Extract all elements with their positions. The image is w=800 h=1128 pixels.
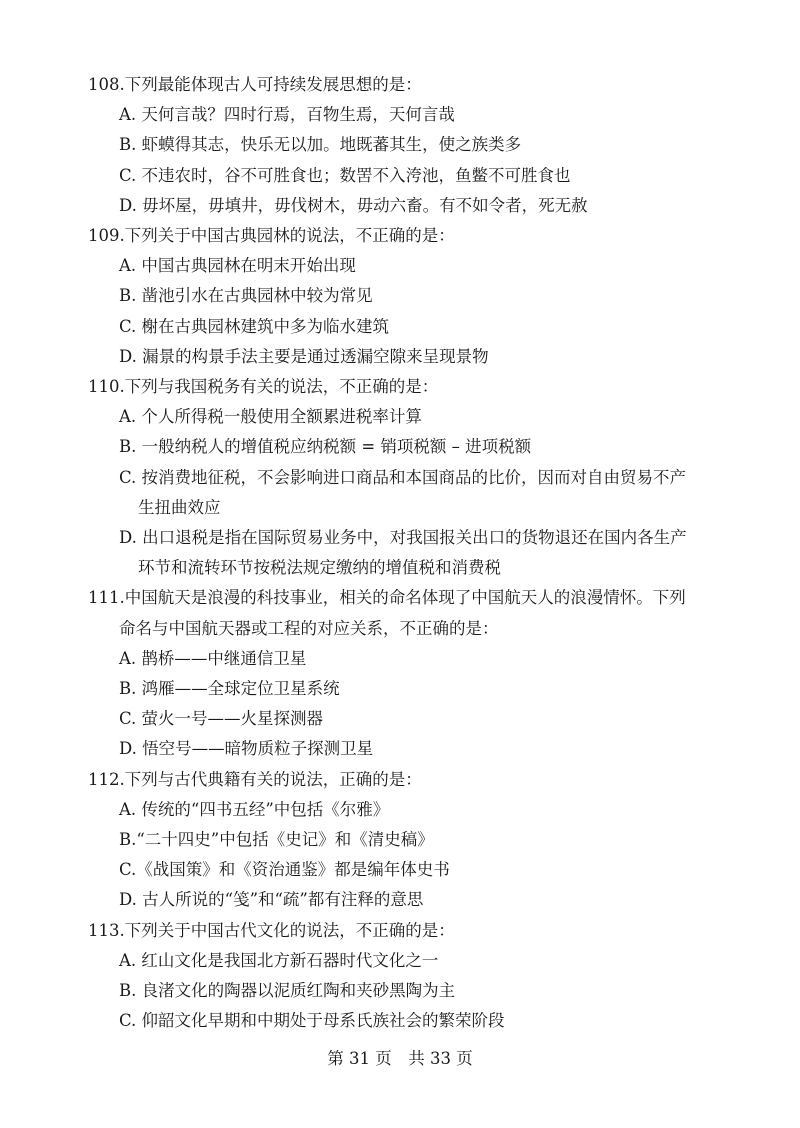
question-stem-109: 109.下列关于中国古典园林的说法，不正确的是： [88,226,455,246]
question-stem-112: 112.下列与古代典籍有关的说法，正确的是： [88,769,422,789]
question-stem-111-continued: 命名与中国航天器或工程的对应关系，不正确的是： [119,618,499,638]
option-111-c: C. 萤火一号——火星探测器 [119,709,324,729]
option-112-a: A. 传统的“四书五经”中包括《尔雅》 [119,799,390,819]
option-108-c: C. 不违农时，谷不可胜食也；数罟不入洿池，鱼鳖不可胜食也 [119,165,571,185]
option-109-b: B. 凿池引水在古典园林中较为常见 [119,286,373,306]
option-111-a: A. 鹊桥——中继通信卫星 [119,648,307,668]
option-108-b: B. 虾蟆得其志，快乐无以加。地既蕃其生，使之族类多 [119,135,522,155]
option-110-c: C. 按消费地征税，不会影响进口商品和本国商品的比价，因而对自由贸易不产 [119,467,687,487]
option-113-a: A. 红山文化是我国北方新石器时代文化之一 [119,950,439,970]
option-112-c: C.《战国策》和《资治通鉴》都是编年体史书 [119,860,450,880]
option-112-d: D. 古人所说的“笺”和“疏”都有注释的意思 [119,890,424,910]
page-number-footer: 第 31 页 共 33 页 [327,1049,473,1068]
option-108-a: A. 天何言哉？四时行焉，百物生焉，天何言哉 [119,105,455,125]
question-stem-108: 108.下列最能体现古人可持续发展思想的是： [88,75,422,94]
option-109-c: C. 榭在古典园林建筑中多为临水建筑 [119,316,390,336]
question-stem-110: 110.下列与我国税务有关的说法，不正确的是： [88,377,439,397]
option-108-d: D. 毋坏屋，毋填井，毋伐树木，毋动六畜。有不如令者，死无赦 [119,195,588,215]
question-stem-111: 111.中国航天是浪漫的科技事业，相关的命名体现了中国航天人的浪漫情怀。下列 [88,588,686,608]
option-109-a: A. 中国古典园林在明末开始出现 [119,256,356,276]
option-112-b: B.“二十四史”中包括《史记》和《清史稿》 [119,830,434,850]
option-111-b: B. 鸿雁——全球定位卫星系统 [119,679,340,699]
option-113-c: C. 仰韶文化早期和中期处于母系氏族社会的繁荣阶段 [119,1011,505,1031]
option-113-b: B. 良渚文化的陶器以泥质红陶和夹砂黑陶为主 [119,981,456,1001]
option-110-b: B. 一般纳税人的增值税应纳税额 = 销项税额 – 进项税额 [119,437,532,457]
option-109-d: D. 漏景的构景手法主要是通过透漏空隙来呈现景物 [119,346,489,366]
option-110-d-continued: 环节和流转环节按税法规定缴纳的增值税和消费税 [138,558,501,578]
question-stem-113: 113.下列关于中国古代文化的说法，不正确的是： [88,920,455,940]
option-111-d: D. 悟空号——暗物质粒子探测卫星 [119,739,374,759]
option-110-c-continued: 生扭曲效应 [138,497,221,517]
option-110-a: A. 个人所得税一般使用全额累进税率计算 [119,407,422,427]
question-list [88,70,728,1037]
option-110-d: D. 出口退税是指在国际贸易业务中，对我国报关出口的货物退还在国内各生产 [119,528,687,548]
